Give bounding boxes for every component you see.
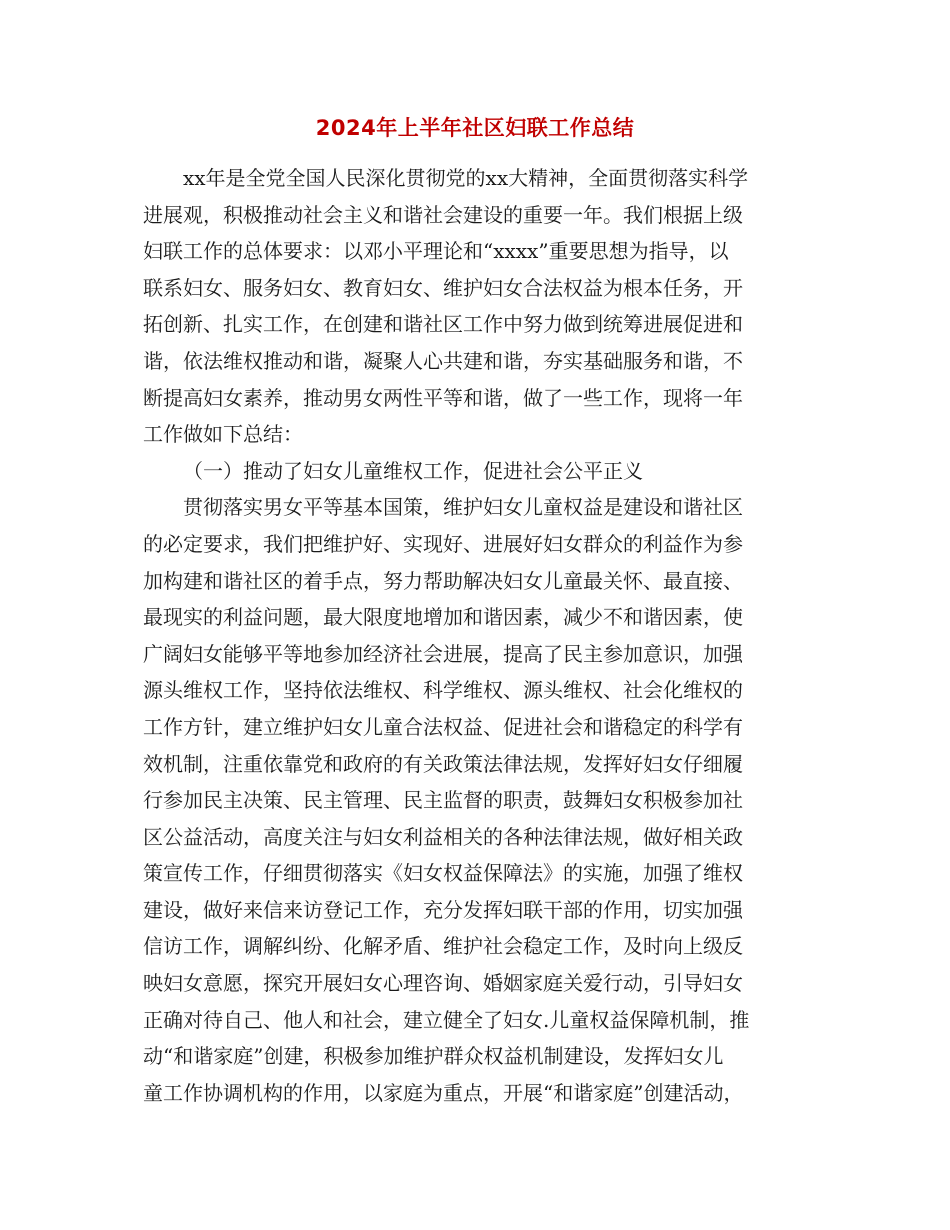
paragraph-line: 行参加民主决策、民主管理、民主监督的职责，鼓舞妇女积极参加社 [143, 788, 743, 813]
paragraph-line: 动“和谐家庭”创建，积极参加维护群众权益机制建设，发挥妇女儿 [143, 1044, 724, 1069]
paragraph-line: xx年是全党全国人民深化贯彻党的xx大精神，全面贯彻落实科学 [183, 166, 749, 190]
paragraph-line: 建设，做好来信来访登记工作，充分发挥妇联干部的作用，切实加强 [143, 897, 743, 922]
paragraph-line: 映妇女意愿，探究开展妇女心理咨询、婚姻家庭关爱行动，引导妇女 [143, 971, 743, 996]
section-heading: （一）推动了妇女儿童维权工作，促进社会公平正义 [183, 458, 643, 483]
document-title: 2024年上半年社区妇联工作总结 [315, 116, 635, 140]
paragraph-line: 断提高妇女素养，推动男女两性平等和谐，做了一些工作，现将一年 [143, 385, 743, 410]
paragraph-line: 拓创新、扎实工作，在创建和谐社区工作中努力做到统筹进展促进和 [143, 312, 743, 337]
paragraph-line: 区公益活动，高度关注与妇女利益相关的各种法律法规，做好相关政 [143, 824, 743, 849]
paragraph-line: 信访工作，调解纠纷、化解矛盾、维护社会稳定工作，及时向上级反 [143, 934, 743, 959]
paragraph-line: 效机制，注重依靠党和政府的有关政策法律法规，发挥好妇女仔细履 [143, 751, 743, 776]
paragraph-line: 工作方针，建立维护妇女儿童合法权益、促进社会和谐稳定的科学有 [143, 714, 743, 739]
paragraph-line: 工作做如下总结： [143, 422, 303, 447]
paragraph-line: 策宣传工作，仔细贯彻落实《妇女权益保障法》的实施，加强了维权 [143, 861, 743, 886]
paragraph-line: 童工作协调机构的作用，以家庭为重点，开展“和谐家庭”创建活动， [143, 1080, 744, 1105]
paragraph-line: 贯彻落实男女平等基本国策，维护妇女儿童权益是建设和谐社区 [183, 495, 743, 520]
paragraph-line: 进展观，积极推动社会主义和谐社会建设的重要一年。我们根据上级 [143, 202, 743, 227]
paragraph-line: 联系妇女、服务妇女、教育妇女、维护妇女合法权益为根本任务，开 [143, 275, 743, 300]
paragraph-line: 加构建和谐社区的着手点，努力帮助解决妇女儿童最关怀、最直接、 [143, 568, 743, 593]
paragraph-line: 广阔妇女能够平等地参加经济社会进展，提高了民主参加意识，加强 [143, 641, 743, 666]
paragraph-line: 的必定要求，我们把维护好、实现好、进展好妇女群众的利益作为参 [143, 531, 743, 556]
paragraph-line: 谐，依法维权推动和谐，凝聚人心共建和谐，夯实基础服务和谐，不 [143, 348, 743, 373]
paragraph-line: 妇联工作的总体要求：以邓小平理论和“xxxx”重要思想为指导，以 [143, 239, 729, 264]
paragraph-line: 源头维权工作，坚持依法维权、科学维权、源头维权、社会化维权的 [143, 678, 743, 703]
paragraph-line: 最现实的利益问题，最大限度地增加和谐因素，减少不和谐因素，使 [143, 605, 743, 630]
document-body [143, 160, 811, 1111]
paragraph-line: 正确对待自己、他人和社会，建立健全了妇女.儿童权益保障机制，推 [143, 1007, 750, 1032]
